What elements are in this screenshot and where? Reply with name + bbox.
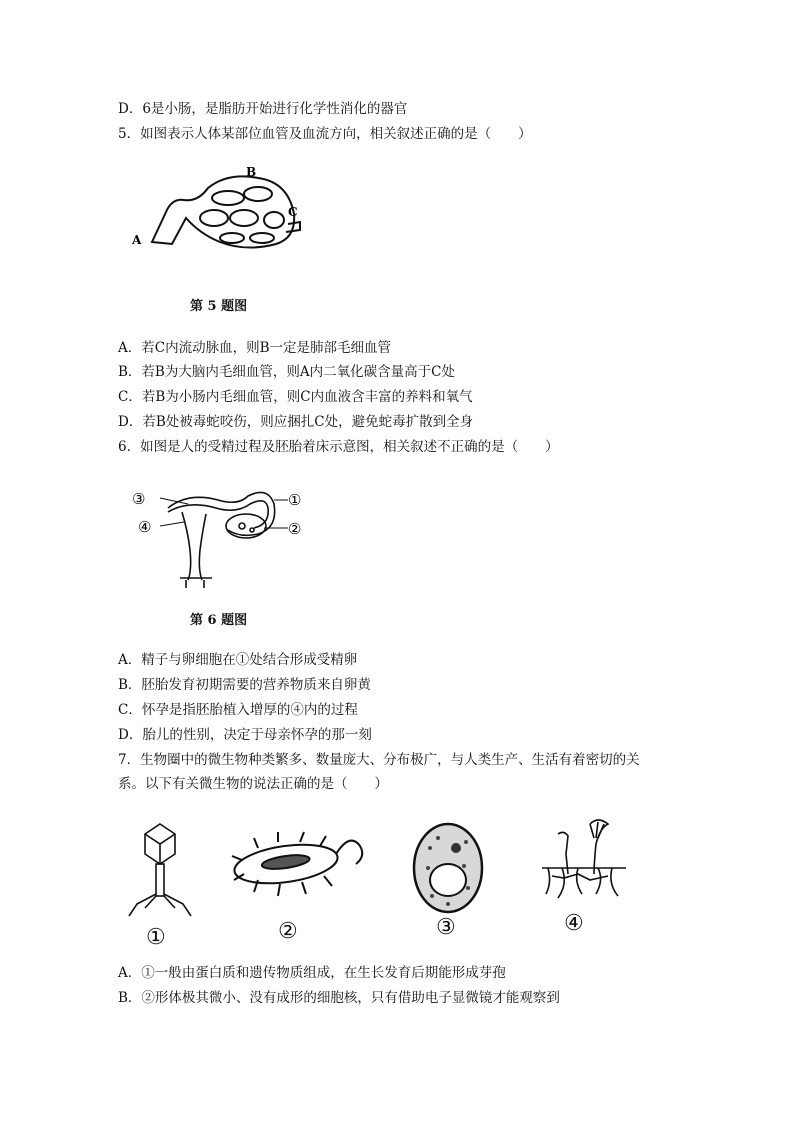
mold-illustration: [538, 814, 628, 904]
question-7-line1: 7．生物圈中的微生物种类繁多、数量庞大、分布极广，与人类生产、生活有着密切的关: [118, 752, 640, 768]
fig5-caption: 第 5 题图: [190, 299, 248, 314]
q4-option-d: D．6是小肠，是脂肪开始进行化学性消化的器官: [118, 101, 408, 117]
fig6-caption: 第 6 题图: [190, 613, 248, 628]
q6-option-d: D．胎儿的性别，决定于母亲怀孕的那一刻: [118, 727, 372, 743]
q7-option-b: B．②形体极其微小、没有成形的细胞核，只有借助电子显微镜才能观察到: [118, 990, 560, 1006]
q6-option-b: B．胚胎发育初期需要的营养物质来自卵黄: [118, 677, 371, 693]
bacterium-illustration: [228, 824, 378, 904]
fig6-label-4: ④: [138, 518, 152, 536]
q6-option-c: C．怀孕是指胚胎植入增厚的④内的过程: [118, 702, 358, 718]
yeast-cell-illustration: [408, 818, 488, 918]
q5-option-a: A．若C内流动脉血，则B一定是肺部毛细血管: [118, 340, 391, 356]
question-5: 5．如图表示人体某部位血管及血流方向，相关叙述正确的是（ ）: [118, 126, 532, 142]
virus-illustration: [115, 818, 205, 918]
fig6-label-1: ①: [288, 491, 302, 509]
q6-option-a: A．精子与卵细胞在①处结合形成受精卵: [118, 652, 358, 668]
q7-option-a: A．①一般由蛋白质和遗传物质组成，在生长发育后期能形成芽孢: [118, 965, 506, 981]
fig7-number-2: ②: [278, 919, 298, 944]
fig6-label-2: ②: [288, 520, 302, 538]
fig6-fertilization-diagram: [128, 478, 318, 590]
fig5-label-a: A: [132, 233, 142, 247]
question-6: 6．如图是人的受精过程及胚胎着床示意图，相关叙述不正确的是（ ）: [118, 439, 559, 455]
fig5-label-b: B: [246, 165, 257, 179]
fig7-number-4: ④: [564, 911, 584, 936]
fig7-number-3: ③: [436, 915, 456, 940]
fig5-label-c: C: [288, 205, 298, 219]
q5-option-d: D．若B处被毒蛇咬伤，则应捆扎C处，避免蛇毒扩散到全身: [118, 414, 474, 430]
fig5-vessel-diagram: [128, 160, 308, 260]
q5-option-c: C．若B为小肠内毛细血管，则C内血液含丰富的养料和氧气: [118, 389, 473, 405]
fig6-label-3: ③: [132, 490, 146, 508]
question-7-line2: 系。以下有关微生物的说法正确的是（ ）: [118, 776, 388, 792]
q5-option-b: B．若B为大脑内毛细血管，则A内二氧化碳含量高于C处: [118, 364, 455, 380]
fig7-number-1: ①: [146, 925, 166, 950]
